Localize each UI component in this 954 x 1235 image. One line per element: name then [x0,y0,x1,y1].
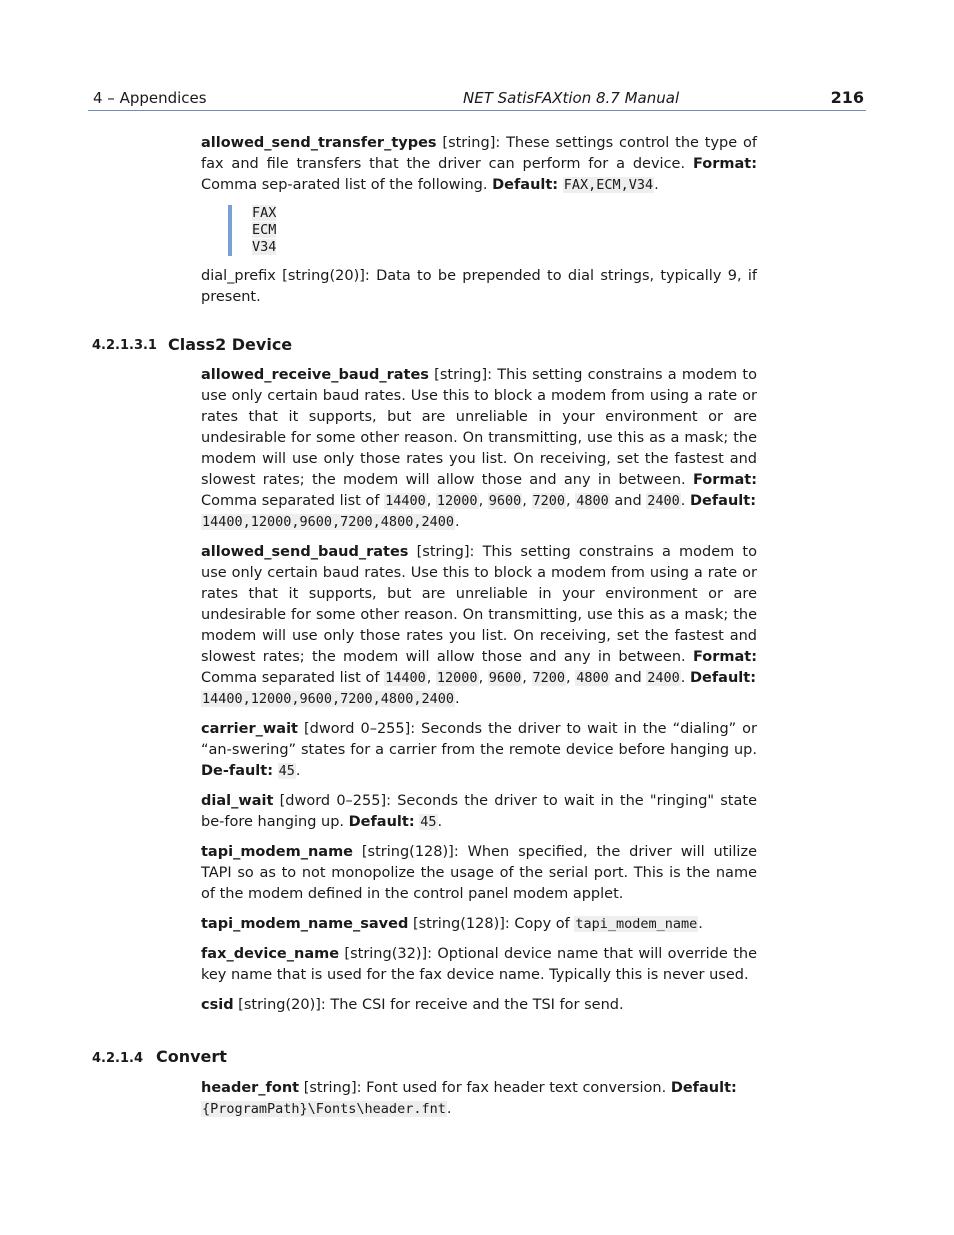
manual-title: NET SatisFAXtion 8.7 Manual [463,89,680,107]
tapi-modem-name-saved-entry: tapi_modem_name_saved [string(128)]: Copy of tapi_modem_name. [201,916,703,932]
setting-name: carrier_wait [201,721,298,737]
default-value: {ProgramPath}\Fonts\header.fnt [202,1101,446,1117]
header-font-entry: header_font [string]: Font used for fax header text conversion. Default: {ProgramPath}\Fonts\header.fnt. [201,1080,737,1117]
code-line: FAX [252,205,277,221]
setting-name: tapi_modem_name_saved [201,916,409,932]
tapi-modem-name-entry: tapi_modem_name [string(128)]: When specified, the driver will utilize TAPI so as to not monopolize the usage of the serial port. This is the name of the modem defined in the control panel modem applet. [201,844,757,902]
setting-name: tapi_modem_name [201,844,354,860]
setting-name: allowed_receive_baud_rates [201,367,429,383]
dial-prefix-entry: dial_prefix [string(20)]: Data to be prepended to dial strings, typically 9, if present. [201,268,757,305]
fax-device-name-entry: fax_device_name [string(32)]: Optional device name that will override the key name that is used for the fax device name. Typically this is never used. [201,946,757,983]
allowed-receive-baud-rates-entry: allowed_receive_baud_rates [string]: This setting constrains a modem to use only certain baud rates. Use this to block a modem from using a rate or rates that it supports, but are unreliable in your environment or are undesirable for some other reason. On transmitting, use this as a mask; the modem will use only those rates you list. On receiving, set the fastest and slowest rates; the modem will allow those and any in between. Format: Comma separated list of 14400, 12000, 9600, 7200, 4800 and 2400. Default: 14400,12000,9600,7200,4800,2400. [201,367,757,530]
carrier-wait-entry: carrier_wait [dword 0–255]: Seconds the driver to wait in the “dialing” or “an-swering” states for a carrier from the remote device before hanging up. De-fault: 45. [201,721,757,779]
allowed-send-transfer-types-entry: allowed_send_transfer_types [string]: These settings control the type of fax and file transfers that the driver can perform for a device. Format: Comma sep-arated list of the following. Default: FAX,ECM,V34. [201,135,757,193]
setting-name: allowed_send_baud_rates [201,544,409,560]
dial-wait-entry: dial_wait [dword 0–255]: Seconds the driver to wait in the "ringing" state be-fore hanging up. Default: 45. [201,793,757,830]
section-title: Class2 Device [168,335,293,354]
setting-name: dial_wait [201,793,274,809]
chapter-label: 4 – Appendices [93,89,207,107]
default-value: 45 [420,814,437,830]
setting-name: csid [201,997,234,1013]
default-value: FAX,ECM,V34 [563,177,654,193]
class2-content [201,365,757,1025]
convert-content [201,1078,757,1129]
default-value: 14400,12000,9600,7200,4800,2400 [202,691,454,707]
setting-name: fax_device_name [201,946,340,962]
section-number: 4.2.1.3.1 [92,338,157,353]
section-title: Convert [156,1047,227,1066]
setting-name: header_font [201,1080,300,1096]
csid-entry: csid [string(20)]: The CSI for receive and the TSI for send. [201,997,624,1013]
code-block [228,205,757,256]
page-number: 216 [830,88,864,107]
default-value: 45 [278,763,295,779]
intro-content [201,133,757,317]
page-header [88,89,866,111]
allowed-send-baud-rates-entry: allowed_send_baud_rates [string]: This setting constrains a modem to use only certain baud rates. Use this to block a modem from using a rate or rates that it supports, but are unreliable in your environment or are undesirable for some other reason. On transmitting, use this as a mask; the modem will use only those rates you list. On receiving, set the fastest and slowest rates; the modem will allow those and any in between. Format: Comma separated list of 14400, 12000, 9600, 7200, 4800 and 2400. Default: 14400,12000,9600,7200,4800,2400. [201,544,757,707]
code-line: ECM [252,222,277,238]
setting-name: allowed_send_transfer_types [201,135,437,151]
section-number: 4.2.1.4 [92,1051,143,1066]
default-value: 14400,12000,9600,7200,4800,2400 [202,514,454,530]
code-line: V34 [252,239,277,255]
